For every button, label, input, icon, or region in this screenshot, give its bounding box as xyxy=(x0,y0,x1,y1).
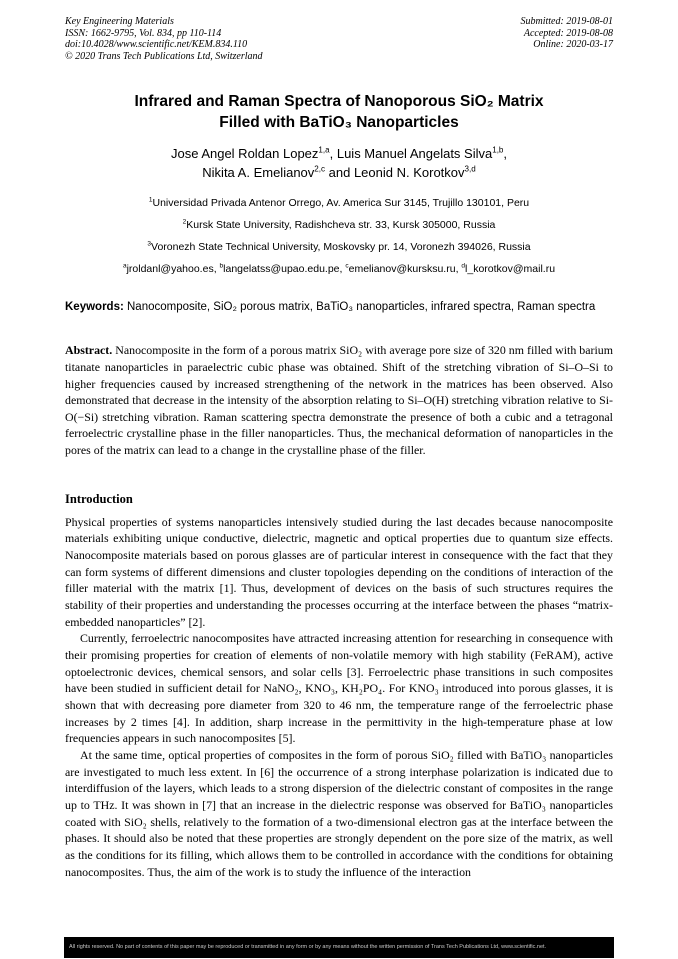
email-address: jroldanl@yahoo.es xyxy=(126,262,214,275)
affiliation-marker: 3 xyxy=(147,240,152,248)
author-separator: and xyxy=(325,164,354,180)
author-affiliation-sup: 3,d xyxy=(464,164,476,174)
author-affiliation-sup: 1,a xyxy=(318,145,330,155)
keywords-block xyxy=(65,299,613,316)
author-separator: , xyxy=(503,145,508,161)
authors-block xyxy=(65,145,613,183)
online-date: Online: 2020-03-17 xyxy=(533,39,613,50)
author-name: Jose Angel Roldan Lopez xyxy=(170,145,319,161)
article-title-line-2: Filled with BaTiO₃ Nanoparticles xyxy=(219,113,459,131)
journal-copyright: © 2020 Trans Tech Publications Ltd, Switzerland xyxy=(65,50,263,62)
author-affiliation-sup: 2,c xyxy=(314,164,326,174)
email-address: langelatss@upao.edu.pe xyxy=(223,262,340,275)
abstract-label: Abstract. xyxy=(65,343,113,358)
authors-line-2 xyxy=(65,164,613,183)
email-marker: b xyxy=(219,262,224,270)
intro-paragraph-1: Physical properties of systems nanoparticles intensively studied during the last decades because nanocomposite materials exhibiting unique conductive, dielectric, magnetic and optical properties due to quantum size effects. Nanocomposite materials based on porous glasses are of particular interest in consequence with the fact that they can form systems of different dimensions and cluster topologies depending on the conditions of interaction of the filler material with the matrix [1]. Thus, development of devices on the basis of such structures requires the stability of their properties and understanding the processes occurring at the interface between the phases “matrix-embedded nanoparticles” [2]. xyxy=(65,514,613,629)
email-separator: , xyxy=(213,262,220,275)
authors-line-1 xyxy=(65,145,613,164)
author-name: Nikita A. Emelianov xyxy=(202,164,315,180)
email-marker: a xyxy=(122,262,127,270)
submitted-date: Submitted: 2019-08-01 xyxy=(520,16,613,27)
email-separator: , xyxy=(339,262,346,275)
keywords-text: Nanocomposite, SiO₂ porous matrix, BaTiO₃ nanoparticles, infrared spectra, Raman spectra xyxy=(127,300,596,313)
affiliation-3 xyxy=(65,241,613,253)
affiliation-text: Kursk State University, Radishcheva str. 33, Kursk 305000, Russia xyxy=(186,218,496,231)
article-title xyxy=(65,92,613,134)
intro-paragraph-3: At the same time, optical properties of composites in the form of porous SiO₂ filled with BaTiO₃ nanoparticles are investigated to much less extent. In [6] the occurrence of a strong interphase polarization is indicated due to interdiffusion of the layers, which leads to a strong dispersion of the dielectric constant of composites in the range up to THz. It was shown in [7] that an increase in the dielectric response was observed for BaTiO₃ nanoparticles coated with SiO₂ shells, relatively to the formation of a two-dimensional electron gas at the interface between the phases. It should also be noted that these properties are strongly dependent on the pore size of the matrix, as well as the conditions for its filling, which allows them to be controlled in accordance with the conditions for obtaining nanocomposites. Thus, the aim of the work is to study the influence of the interaction xyxy=(65,747,613,879)
author-affiliation-sup: 1,b xyxy=(492,145,504,155)
journal-doi: doi:10.4028/www.scientific.net/KEM.834.110 xyxy=(65,39,248,50)
affiliation-1 xyxy=(65,197,613,209)
article-title-line-1: Infrared and Raman Spectra of Nanoporous SiO₂ Matrix xyxy=(134,93,544,110)
abstract-text: Nanocomposite in the form of a porous matrix SiO₂ with average pore size of 320 nm filled with barium titanate nanoparticles in paraelectric cubic phase was obtained. Shift of the stretching vibration of Si–O–Si to higher frequencies caused by increased strengthening of the network in the matrices has been observed. Also demonstrated that decrease in the intensity of the absorption relating to Si–O(H) stretching vibration relative to Si-O(−Si) stretching vibration. Raman scattering spectra demonstrate the presence of both a cubic and a tetragonal ferroelectric crystalline phase in the filler nanoparticles. Thus, the mechanical deformation of nanoparticles in the pores of the matrix can lead to a change in the crystalline phase of the filler. xyxy=(65,343,613,458)
section-heading-introduction: Introduction xyxy=(65,491,133,506)
accepted-date: Accepted: 2019-08-08 xyxy=(523,27,613,39)
email-address: emelianov@kursksu.ru xyxy=(348,262,456,275)
footer-license-bar xyxy=(64,937,614,958)
journal-header-right xyxy=(521,16,614,62)
journal-header xyxy=(65,16,613,62)
email-marker: c xyxy=(345,262,349,270)
email-separator: , xyxy=(455,262,462,275)
emails-line xyxy=(65,263,613,275)
keywords-label: Keywords: xyxy=(65,300,124,313)
affiliation-text: Voronezh State Technical University, Moskovsky pr. 14, Voronezh 394026, Russia xyxy=(151,240,531,253)
email-address: l_korotkov@mail.ru xyxy=(465,262,556,275)
email-marker: d xyxy=(461,262,466,270)
journal-issn-volume: ISSN: 1662-9795, Vol. 834, pp 110-114 xyxy=(65,27,222,39)
journal-header-left xyxy=(65,16,263,62)
intro-paragraph-2: Currently, ferroelectric nanocomposites have attracted increasing attention for researching in consequence with their promising properties for creation of elements of non-volatile memory with high stability (FeRAM), active optoelectronic devices, chemical sensors, and solar cells [3]. Ferroelectric phase transitions in such composites have been studied in sufficient detail for NaNO₂, KNO₃, KH₂PO₄. For KNO₃ introduced into porous glasses, it is shown that with decreasing pore diameter from 320 to 46 nm, the temperature range of the ferroelectric phase increases by 2 times [4]. In addition, sharp increase in the permittivity in the high-temperature phase at low frequencies appears in such nanocomposites [5]. xyxy=(65,631,613,746)
affiliations-block xyxy=(65,197,613,253)
affiliation-marker: 2 xyxy=(182,218,187,226)
footer-license-text: All rights reserved. No part of contents of this paper may be reproduced or transmitted in any form or by any means without the written permission of Trans Tech Publications Ltd, www.scientific.net. xyxy=(69,944,547,950)
journal-title: Key Engineering Materials xyxy=(65,16,174,27)
abstract-block xyxy=(65,342,613,459)
affiliation-marker: 1 xyxy=(148,196,153,204)
author-separator: , xyxy=(329,145,337,161)
author-name: Luis Manuel Angelats Silva xyxy=(336,145,493,161)
affiliation-text: Universidad Privada Antenor Orrego, Av. America Sur 3145, Trujillo 130101, Peru xyxy=(152,196,530,209)
author-name: Leonid N. Korotkov xyxy=(353,164,465,180)
affiliation-2 xyxy=(65,219,613,231)
